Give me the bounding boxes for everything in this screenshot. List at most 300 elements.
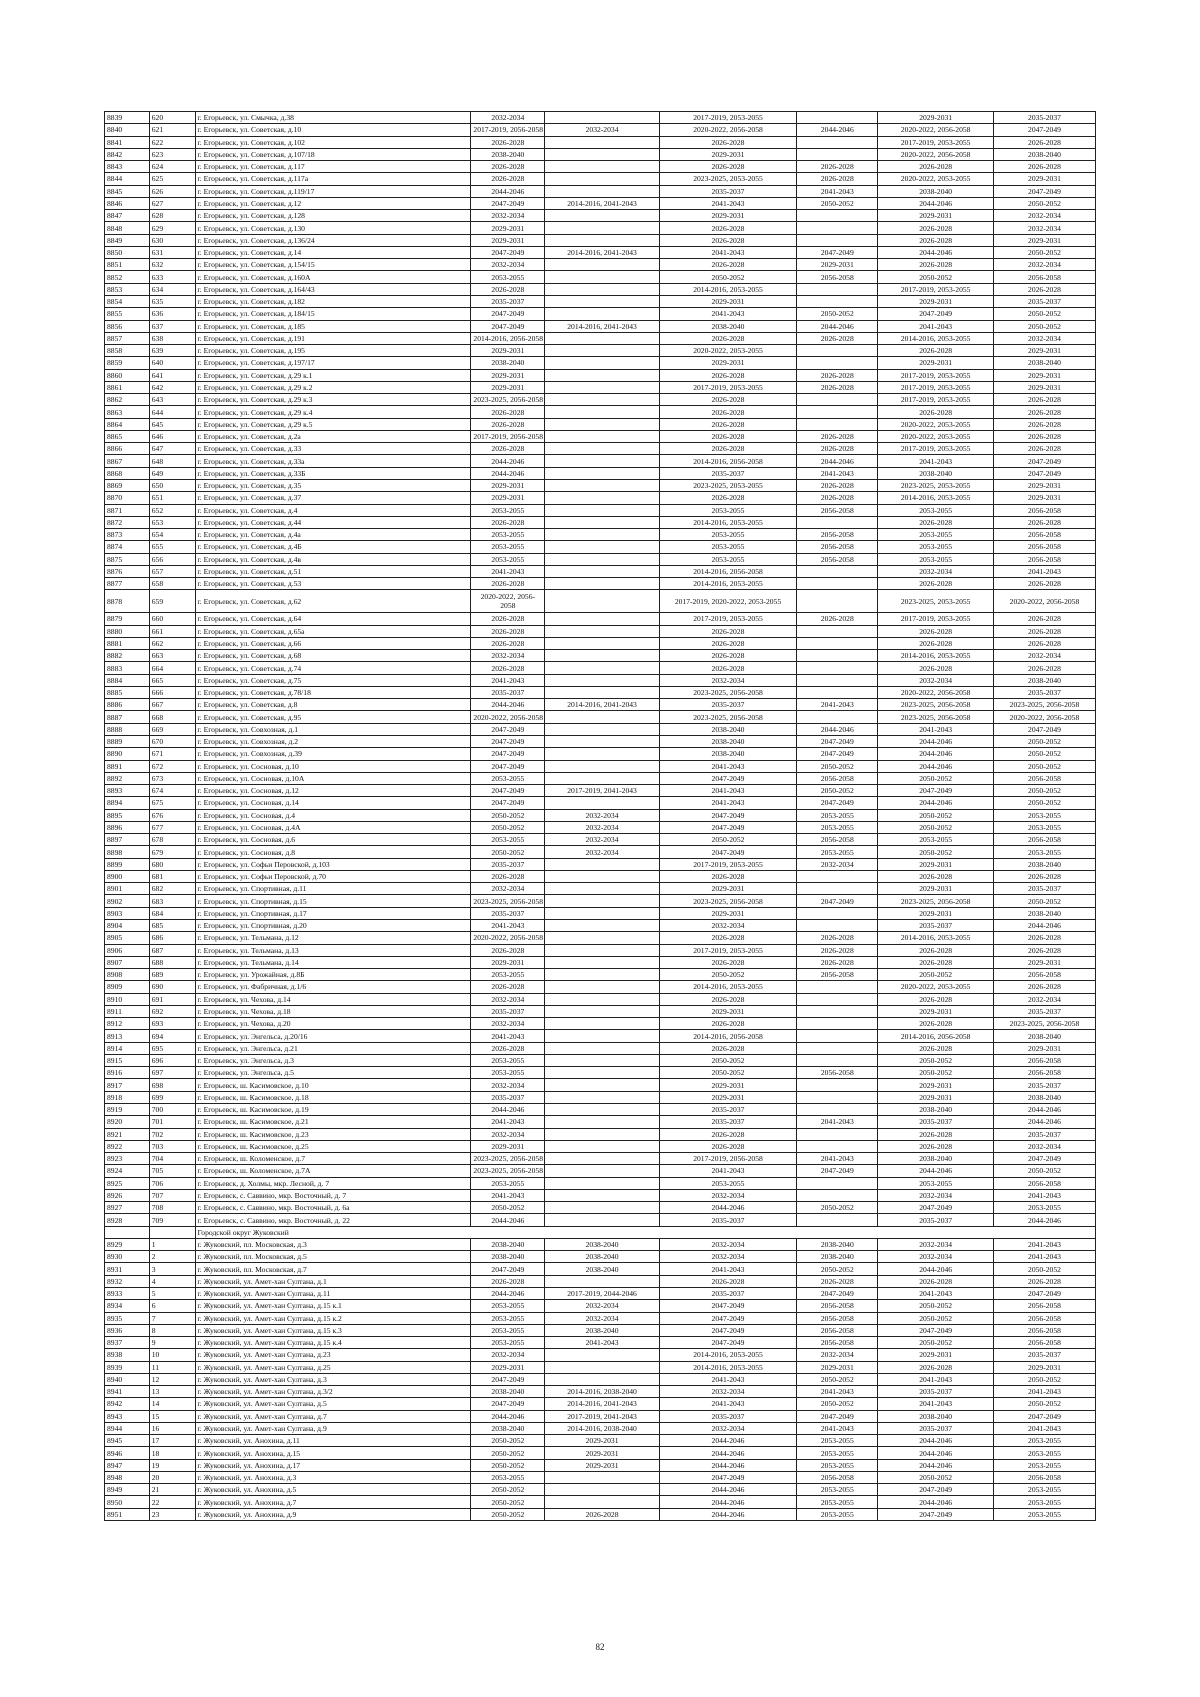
table-cell [545,173,660,185]
table-cell: 2014-2016, 2038-2040 [545,1422,660,1434]
table-cell: 2044-2046 [659,1484,796,1496]
table-cell: 2026-2028 [659,222,796,234]
table-cell: г. Жуковский, ул. Амет-хан Султана, д.5 [195,1398,471,1410]
table-cell [545,1005,660,1017]
table-cell: 2056-2058 [797,772,878,784]
table-cell: 2032-2034 [471,1079,545,1091]
table-cell: г. Егорьевск, ул. Фабричная, д.1/6 [195,981,471,993]
table-cell: 2056-2058 [993,1177,1095,1189]
table-cell [545,1202,660,1214]
table-cell: г. Егорьевск, ул. Советская, д.29 к.5 [195,418,471,430]
table-cell: 670 [149,736,195,748]
table-cell: г. Егорьевск, ул. Сосновая, д.12 [195,785,471,797]
table-cell: 2047-2049 [659,1471,796,1483]
table-cell: 8873 [105,529,150,541]
table-cell: 658 [149,578,195,590]
table-cell: 2038-2040 [471,357,545,369]
table-cell: 2053-2055 [993,809,1095,821]
table-row [105,846,1096,858]
table-cell: 667 [149,699,195,711]
table-cell: 2038-2040 [878,185,994,197]
table-cell: 8918 [105,1091,150,1103]
table-cell: 2053-2055 [471,1054,545,1066]
table-cell: 2047-2049 [471,748,545,760]
table-cell: 2032-2034 [993,1140,1095,1152]
table-cell: 2038-2040 [659,320,796,332]
table-row [105,1287,1096,1299]
table-cell: 2023-2025, 2056-2058 [659,686,796,698]
table-row [105,308,1096,320]
table-cell: 2029-2031 [659,1091,796,1103]
table-cell: 2029-2031 [878,1349,994,1361]
table-cell: г. Егорьевск, ул. Советская, д.107/18 [195,148,471,160]
table-cell: 17 [149,1435,195,1447]
table-cell: 2047-2049 [878,1508,994,1520]
table-row [105,723,1096,735]
table-cell: 2029-2031 [878,883,994,895]
table-cell: 8917 [105,1079,150,1091]
table-cell: 2050-2052 [993,246,1095,258]
table-cell: 2053-2055 [659,504,796,516]
table-cell: г. Жуковский, ул. Амет-хан Султана, д.25 [195,1361,471,1373]
table-cell: 2026-2028 [878,406,994,418]
table-row [105,357,1096,369]
table-cell: 2035-2037 [659,1103,796,1115]
table-cell: 2032-2034 [545,1312,660,1324]
table-row [105,406,1096,418]
table-cell: 6 [149,1300,195,1312]
table-cell [545,308,660,320]
table-cell [797,394,878,406]
table-cell: 2029-2031 [545,1459,660,1471]
table-cell: 662 [149,637,195,649]
table-cell: 625 [149,173,195,185]
table-cell: 2026-2028 [659,662,796,674]
table-cell: 2026-2028 [659,234,796,246]
table-cell: г. Егорьевск, ул. Тельмана, д.14 [195,956,471,968]
table-cell: 2029-2031 [471,234,545,246]
table-cell: 2032-2034 [471,1128,545,1140]
table-cell: 2056-2058 [797,1337,878,1349]
table-cell [545,148,660,160]
table-cell: 2032-2034 [471,1018,545,1030]
table-cell: 2020-2022, 2056-2058 [993,711,1095,723]
table-cell [545,723,660,735]
table-cell [545,1030,660,1042]
table-cell: 2026-2028 [659,1275,796,1287]
table-cell: 628 [149,210,195,222]
table-row [105,1508,1096,1520]
table-cell: 2017-2019, 2053-2055 [659,944,796,956]
table-cell: 663 [149,650,195,662]
table-cell: 2026-2028 [993,944,1095,956]
table-cell: 2029-2031 [659,148,796,160]
table-cell: 2050-2052 [797,308,878,320]
table-cell: 2032-2034 [993,650,1095,662]
table-cell: 2032-2034 [993,259,1095,271]
table-cell: 2053-2055 [471,1312,545,1324]
table-cell: 2050-2052 [471,1459,545,1471]
table-cell: г. Жуковский, ул. Анохина, д.15 [195,1447,471,1459]
table-row [105,479,1096,491]
table-cell: 2026-2028 [797,332,878,344]
table-cell [545,674,660,686]
table-row [105,895,1096,907]
table-cell [797,883,878,895]
table-cell: 2026-2028 [471,173,545,185]
section-row [105,1226,1096,1238]
table-cell: 2026-2028 [471,406,545,418]
table-cell: 2041-2043 [659,308,796,320]
table-cell: 2026-2028 [659,406,796,418]
table-cell: 2032-2034 [471,993,545,1005]
table-cell [545,1042,660,1054]
table-row [105,1128,1096,1140]
table-cell: 8853 [105,283,150,295]
table-cell: 2053-2055 [993,846,1095,858]
table-cell: 2026-2028 [659,443,796,455]
table-cell: г. Егорьевск, ш. Касимовское, д.10 [195,1079,471,1091]
table-cell: 2026-2028 [471,578,545,590]
table-cell: 2026-2028 [797,381,878,393]
table-cell: 683 [149,895,195,907]
table-row [105,821,1096,833]
table-cell: 2026-2028 [471,637,545,649]
table-cell: 644 [149,406,195,418]
table-cell: 2053-2055 [878,504,994,516]
table-cell: г. Жуковский, пл. Московская, д.7 [195,1263,471,1275]
table-row [105,529,1096,541]
table-cell: 2050-2052 [797,1202,878,1214]
table-cell: 2014-2016, 2041-2043 [545,246,660,258]
table-cell [545,1177,660,1189]
table-cell: 2026-2028 [659,161,796,173]
table-cell: 2026-2028 [993,406,1095,418]
table-cell [545,529,660,541]
table-cell: 2026-2028 [878,944,994,956]
table-cell [545,418,660,430]
table-cell: 2029-2031 [993,369,1095,381]
table-cell: 2026-2028 [878,637,994,649]
table-row [105,870,1096,882]
table-row [105,173,1096,185]
table-cell: 20 [149,1471,195,1483]
table-cell: 8841 [105,136,150,148]
table-cell: 8858 [105,345,150,357]
table-cell: 2047-2049 [471,785,545,797]
table-cell: 2041-2043 [471,1116,545,1128]
table-cell [545,1091,660,1103]
table-cell: 2044-2046 [993,1103,1095,1115]
table-cell: 655 [149,541,195,553]
table-cell: 8894 [105,797,150,809]
table-cell: 637 [149,320,195,332]
table-cell: 2044-2046 [878,736,994,748]
table-cell: 697 [149,1067,195,1079]
table-cell: 2032-2034 [545,846,660,858]
table-cell: 2047-2049 [797,748,878,760]
table-cell: г. Жуковский, ул. Амет-хан Султана, д.3 [195,1373,471,1385]
table-cell: 8912 [105,1018,150,1030]
table-cell: 654 [149,529,195,541]
table-cell [797,662,878,674]
table-cell: 8844 [105,173,150,185]
table-cell: 2032-2034 [545,821,660,833]
table-cell: 2026-2028 [659,932,796,944]
table-cell: г. Егорьевск, ул. Советская, д.37 [195,492,471,504]
table-cell: 2053-2055 [993,1508,1095,1520]
table-cell: 2056-2058 [993,1337,1095,1349]
table-cell: 2017-2019, 2053-2055 [878,283,994,295]
table-cell: 2038-2040 [993,674,1095,686]
table-cell: 11 [149,1361,195,1373]
table-cell: 2035-2037 [659,467,796,479]
table-cell: 2041-2043 [659,797,796,809]
table-cell [797,711,878,723]
table-cell [545,895,660,907]
table-cell: 2035-2037 [659,1116,796,1128]
table-cell: 2056-2058 [993,529,1095,541]
table-cell: г. Егорьевск, ул. Советская, д.119/17 [195,185,471,197]
table-cell: 2038-2040 [471,1251,545,1263]
table-row [105,1030,1096,1042]
table-cell: 2014-2016, 2053-2055 [878,332,994,344]
table-row [105,1410,1096,1422]
table-cell [797,112,878,124]
table-cell: 2026-2028 [797,932,878,944]
table-cell: 2038-2040 [545,1263,660,1275]
table-cell: г. Егорьевск, ул. Советская, д.33 [195,443,471,455]
table-cell: 2026-2028 [797,173,878,185]
table-cell: 2050-2052 [993,760,1095,772]
table-row [105,1079,1096,1091]
table-cell: 2041-2043 [797,699,878,711]
table-cell: 8899 [105,858,150,870]
table-cell: 2029-2031 [659,1079,796,1091]
table-cell: 8870 [105,492,150,504]
table-row [105,1153,1096,1165]
table-cell: 666 [149,686,195,698]
table-cell: 681 [149,870,195,882]
table-cell: 2032-2034 [878,565,994,577]
table-cell: 2044-2046 [471,1214,545,1226]
table-cell: 8878 [105,590,150,613]
table-cell: 2017-2019, 2053-2055 [878,613,994,625]
table-cell: 2020-2022, 2056-2058 [471,932,545,944]
table-cell: 2026-2028 [878,161,994,173]
table-cell: 2023-2025, 2056-2058 [659,895,796,907]
table-row [105,625,1096,637]
table-cell: 2044-2046 [471,1410,545,1422]
table-cell: 8 [149,1324,195,1336]
table-cell: 18 [149,1447,195,1459]
table-cell: г. Егорьевск, ул. Спортивная, д.15 [195,895,471,907]
table-cell [545,578,660,590]
table-cell [797,406,878,418]
table-cell: 2020-2022, 2056-2058 [471,711,545,723]
table-cell: г. Егорьевск, ул. Чехова, д.20 [195,1018,471,1030]
table-cell [545,259,660,271]
table-cell: 2026-2028 [659,1128,796,1140]
table-row [105,136,1096,148]
table-cell: 8922 [105,1140,150,1152]
table-cell: г. Егорьевск, д. Холмы, мкр. Лесной, д. 7 [195,1177,471,1189]
table-cell: 702 [149,1128,195,1140]
table-cell [797,686,878,698]
table-row [105,1324,1096,1336]
table-cell: г. Егорьевск, ул. Советская, д.64 [195,613,471,625]
table-cell: 8851 [105,259,150,271]
table-cell: 707 [149,1189,195,1201]
table-cell: 2023-2025, 2056-2058 [878,699,994,711]
table-cell: 624 [149,161,195,173]
table-cell: г. Егорьевск, ул. Советская, д.74 [195,662,471,674]
table-cell [545,1471,660,1483]
table-cell [545,1116,660,1128]
table-cell: 2050-2052 [471,1496,545,1508]
table-cell: 2026-2028 [659,650,796,662]
table-cell: 2026-2028 [797,944,878,956]
table-cell: г. Егорьевск, ш. Коломенское, д.7 [195,1153,471,1165]
table-cell: 2047-2049 [659,809,796,821]
table-cell: 8884 [105,674,150,686]
table-cell: 8889 [105,736,150,748]
table-cell: 2014-2016, 2053-2055 [878,492,994,504]
table-row [105,956,1096,968]
table-cell: г. Егорьевск, ул. Советская, д.197/17 [195,357,471,369]
table-cell: 2020-2022, 2053-2055 [878,418,994,430]
table-cell: 5 [149,1287,195,1299]
table-cell: 8865 [105,430,150,442]
table-cell: 2029-2031 [878,907,994,919]
table-cell: 2026-2028 [993,418,1095,430]
table-cell: 2047-2049 [659,1312,796,1324]
table-row [105,394,1096,406]
table-cell: 2050-2052 [797,197,878,209]
table-row [105,1484,1096,1496]
table-cell [797,234,878,246]
table-cell: 2023-2025, 2056-2058 [471,1153,545,1165]
table-cell [545,1165,660,1177]
table-cell: 2017-2019, 2044-2046 [545,1287,660,1299]
table-cell: 2047-2049 [659,1324,796,1336]
table-row [105,1103,1096,1115]
table-cell: 2029-2031 [659,883,796,895]
table-row [105,981,1096,993]
table-cell: 693 [149,1018,195,1030]
table-cell [797,674,878,686]
table-cell: г. Егорьевск, ул. Советская, д.95 [195,711,471,723]
table-cell: г. Жуковский, ул. Анохина, д.9 [195,1508,471,1520]
table-cell: 2041-2043 [797,1116,878,1128]
table-cell [545,210,660,222]
table-cell: 2026-2028 [993,443,1095,455]
table-cell: 2026-2028 [878,956,994,968]
table-cell: 2050-2052 [659,1067,796,1079]
section-title: Городской округ Жуковский [195,1226,1095,1238]
table-cell: 8893 [105,785,150,797]
table-cell: 2053-2055 [878,834,994,846]
table-cell: 2032-2034 [993,332,1095,344]
table-cell: 2044-2046 [878,197,994,209]
table-cell [797,418,878,430]
table-cell: 2020-2022, 2053-2055 [878,430,994,442]
table-cell: 686 [149,932,195,944]
table-cell: 2053-2055 [993,1484,1095,1496]
table-cell: 657 [149,565,195,577]
table-cell: 2053-2055 [797,1459,878,1471]
table-cell: 2044-2046 [797,723,878,735]
table-cell: 2038-2040 [545,1238,660,1250]
table-cell: 8886 [105,699,150,711]
table-cell: 2041-2043 [878,1373,994,1385]
table-cell: 8926 [105,1189,150,1201]
table-cell: 8943 [105,1410,150,1422]
table-cell: 2026-2028 [797,161,878,173]
table-cell: 2029-2031 [659,1005,796,1017]
table-cell: 2032-2034 [659,1189,796,1201]
table-cell: 2044-2046 [993,1214,1095,1226]
table-row [105,430,1096,442]
table-cell: 2014-2016, 2056-2058 [471,332,545,344]
table-cell: 2047-2049 [471,246,545,258]
table-cell: г. Егорьевск, ул. Советская, д.75 [195,674,471,686]
table-cell [797,1103,878,1115]
table-cell: 2014-2016, 2038-2040 [545,1386,660,1398]
table-cell: 2047-2049 [471,320,545,332]
table-row [105,259,1096,271]
table-cell: 8855 [105,308,150,320]
table-cell: 2047-2049 [471,1373,545,1385]
table-cell: 8906 [105,944,150,956]
table-cell: 2029-2031 [993,1361,1095,1373]
table-cell [797,565,878,577]
table-row [105,760,1096,772]
table-cell: 2038-2040 [471,148,545,160]
table-cell: г. Егорьевск, ул. Советская, д.136/24 [195,234,471,246]
table-cell: 8948 [105,1471,150,1483]
table-cell: 2023-2025, 2053-2055 [659,479,796,491]
table-cell: 2032-2034 [545,1300,660,1312]
table-cell: 8869 [105,479,150,491]
table-cell: г. Егорьевск, ул. Сосновая, д.4 [195,809,471,821]
table-cell [797,148,878,160]
table-cell: г. Егорьевск, ш. Касимовское, д.18 [195,1091,471,1103]
table-cell: 2029-2031 [993,492,1095,504]
table-cell: 2026-2028 [797,443,878,455]
table-cell: 2035-2037 [878,1422,994,1434]
table-cell [545,1079,660,1091]
table-cell: 21 [149,1484,195,1496]
table-cell: 2041-2043 [471,674,545,686]
table-cell: 2026-2028 [659,369,796,381]
section-empty-cell [149,1226,195,1238]
table-cell: 706 [149,1177,195,1189]
table-cell: 2026-2028 [993,430,1095,442]
table-cell: 2026-2028 [797,956,878,968]
table-cell: 2044-2046 [471,185,545,197]
table-cell: 8856 [105,320,150,332]
table-cell: 2029-2031 [878,858,994,870]
table-cell: 2053-2055 [471,969,545,981]
table-cell: г. Егорьевск, ул. Софьи Перовской, д.70 [195,870,471,882]
table-row [105,443,1096,455]
table-cell: 2038-2040 [471,1238,545,1250]
table-cell: 2056-2058 [797,1324,878,1336]
table-cell [545,760,660,772]
table-cell: 2035-2037 [993,1128,1095,1140]
table-cell: 2041-2043 [878,723,994,735]
